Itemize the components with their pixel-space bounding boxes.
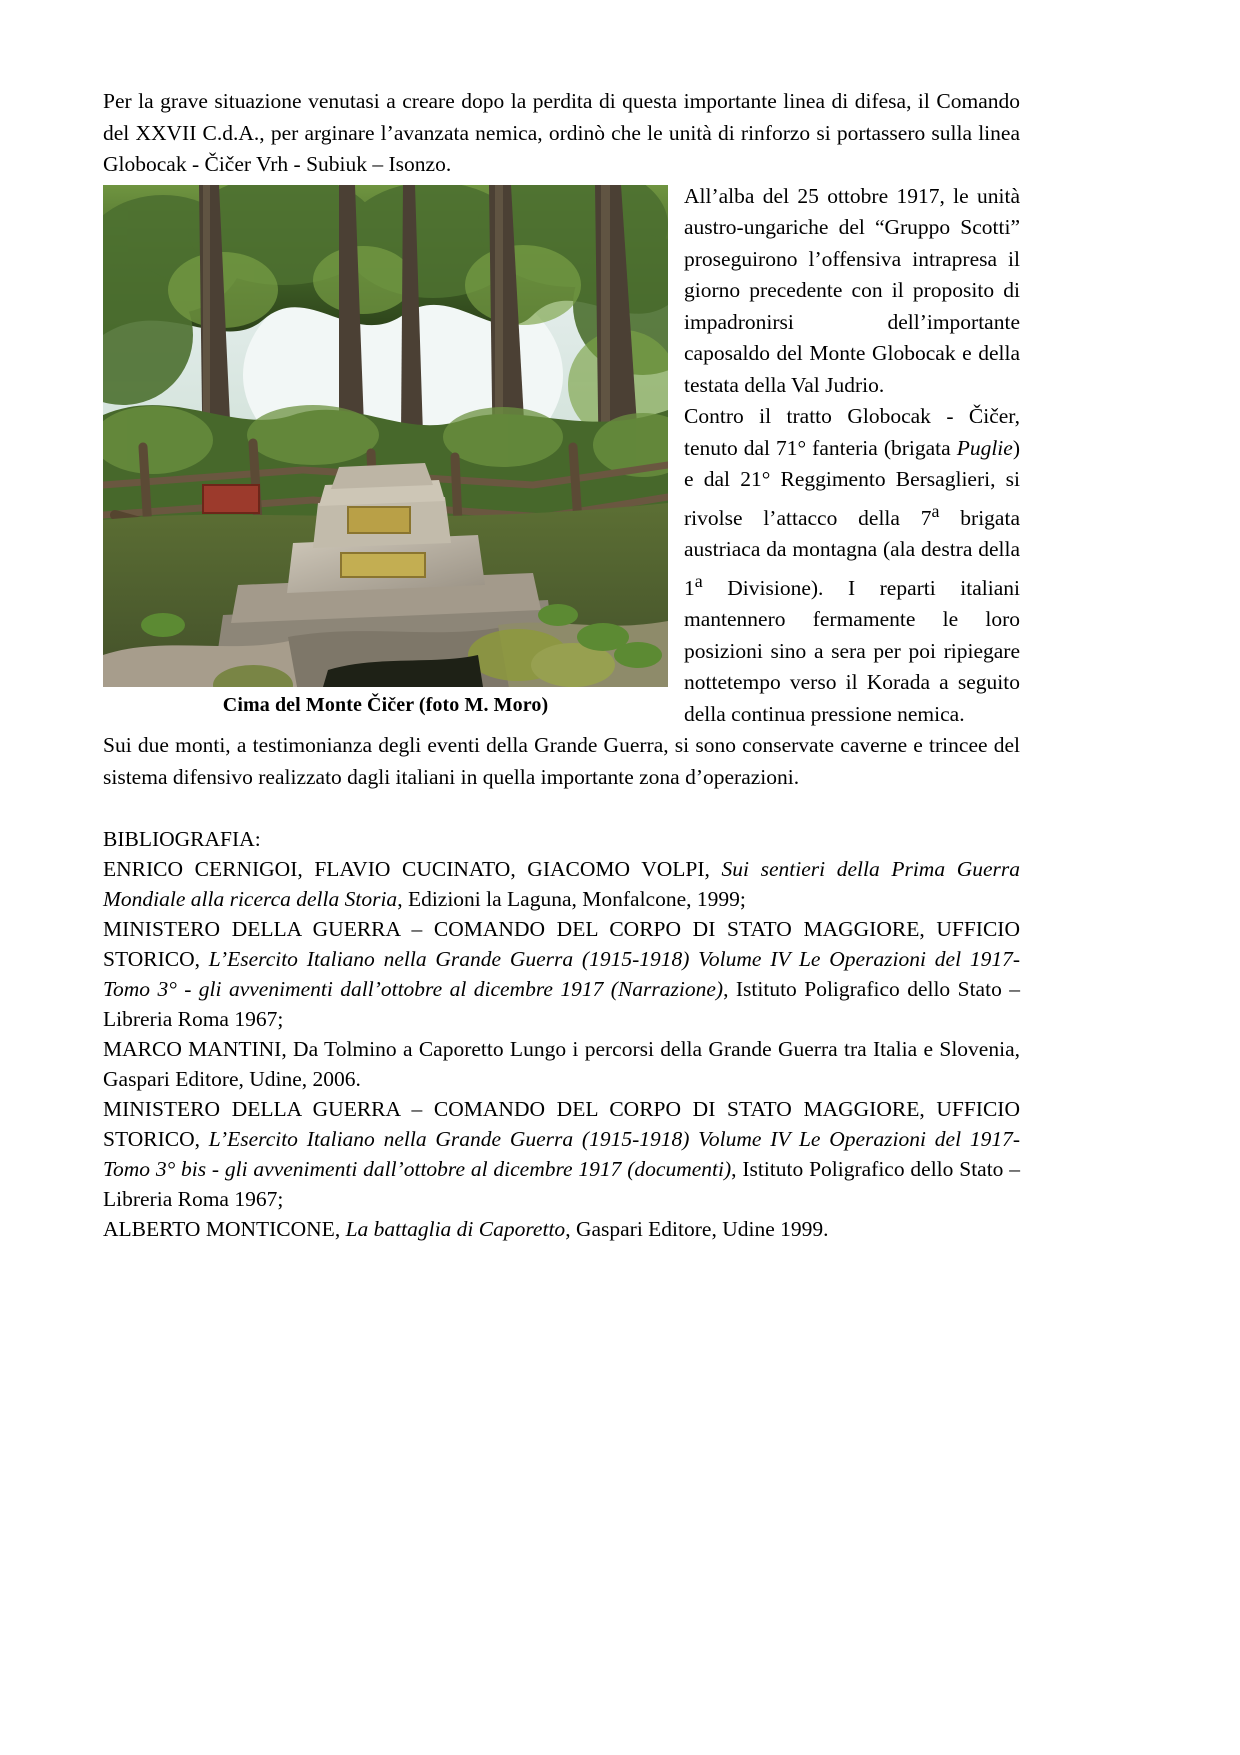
entry-title: L’Esercito Italiano nella Grande Guerra (1915-1918) Volume IV Le Operazioni del 1917- Tomo 3° bis - gli avvenimenti dall’ottobre al dicembre 1917 (documenti) — [103, 1127, 1020, 1182]
paragraph-alba-text: All’alba del 25 ottobre 1917, le unità austro-ungariche del “Gruppo Scotti” proseguirono l’offensiva intrapresa il giorno precedente con il proposito di impadronirsi dell’importante caposaldo del Monte Globocak e della testata della Val Judrio. — [684, 183, 1020, 397]
entry-tail: Da Tolmino a Caporetto Lungo i percorsi della Grande Guerra tra Italia e Slovenia, Gaspari Editore, Udine, 2006. — [103, 1037, 1020, 1092]
paragraph-sui-due-monti: Sui due monti, a testimonianza degli eventi della Grande Guerra, si sono conservate caverne e trincee del sistema difensivo realizzato dagli italiani in quella importante zona d’operazioni. — [103, 733, 1020, 789]
entry-title: Sui sentieri della Prima Guerra Mondiale alla ricerca della Storia — [103, 857, 1020, 912]
entry-title: L’Esercito Italiano nella Grande Guerra (1915-1918) Volume IV Le Operazioni del 1917- Tomo 3° - gli avvenimenti dall’ottobre al dicembre 1917 (Narrazione) — [103, 947, 1020, 1002]
entry-tail: , Gaspari Editore, Udine 1999. — [565, 1217, 829, 1242]
entry-authors: ALBERTO MONTICONE, — [103, 1217, 346, 1242]
trail-sign — [203, 485, 259, 513]
bibliography-entry-mantini — [103, 1034, 1020, 1094]
bibliography-section — [103, 824, 1020, 1244]
entry-authors: MINISTERO DELLA GUERRA – COMANDO DEL CORPO DI STATO MAGGIORE, UFFICIO STORICO, — [103, 917, 1020, 972]
entry-authors: MINISTERO DELLA GUERRA – COMANDO DEL CORPO DI STATO MAGGIORE, UFFICIO STORICO, — [103, 1097, 1020, 1152]
contro-part3: brigata austriaca da montagna (ala destra della 1 — [684, 505, 1020, 600]
section-spacer — [103, 793, 1020, 824]
bibliography-entry-ministero-documenti — [103, 1094, 1020, 1214]
entry-authors: MARCO MANTINI, — [103, 1037, 294, 1062]
entry-tail: , Istituto Poligrafico dello Stato – Libreria Roma 1967; — [103, 1157, 1021, 1212]
bibliography-entry-ministero-narrazione — [103, 914, 1020, 1034]
entry-authors: ENRICO CERNIGOI, FLAVIO CUCINATO, GIACOMO VOLPI, — [103, 857, 722, 882]
ordinal-sup-1a: a — [694, 570, 703, 591]
bibliography-heading: BIBLIOGRAFIA: — [103, 827, 261, 852]
figure-cima-monte-cicer — [103, 185, 668, 719]
plaque-upper — [348, 507, 410, 533]
contro-part2: ) e dal 21° Reggimento Bersaglieri, si rivolse l’attacco della 7 — [684, 435, 1020, 530]
photo-illustration — [103, 185, 668, 687]
paragraph-intro: Per la grave situazione venutasi a creare dopo la perdita di questa importante linea di difesa, il Comando del XXVII C.d.A., per arginare l’avanzata nemica, ordinò che le unità di rinforzo si portassero sulla linea Globocak - Čičer Vrh - Subiuk – Isonzo. — [103, 89, 1020, 176]
ordinal-sup-7a: a — [931, 500, 940, 521]
contro-part4: Divisione). I reparti italiani mantennero fermamente le loro posizioni sino a sera per poi ripiegare nottetempo verso il Korada a seguito della continua pressione nemica. — [684, 575, 1020, 726]
entry-tail: , Edizioni la Laguna, Monfalcone, 1999; — [397, 887, 746, 912]
figure-caption: Cima del Monte Čičer (foto M. Moro) — [222, 693, 549, 716]
entry-tail: , Istituto Poligrafico dello Stato – Libreria Roma 1967; — [103, 977, 1020, 1032]
plaque-lower — [341, 553, 425, 577]
contro-part1: Contro il tratto Globocak - Čičer, tenuto dal 71° fanteria (brigata — [684, 404, 1020, 460]
bibliography-entry-monticone — [103, 1214, 1020, 1244]
entry-title: La battaglia di Caporetto — [345, 1217, 566, 1242]
brigata-puglie-italic: Puglie — [956, 435, 1013, 460]
photo-cima-monte-cicer — [103, 185, 668, 687]
document-content — [103, 86, 1020, 1244]
bibliography-entry-cernigoi — [103, 854, 1020, 914]
